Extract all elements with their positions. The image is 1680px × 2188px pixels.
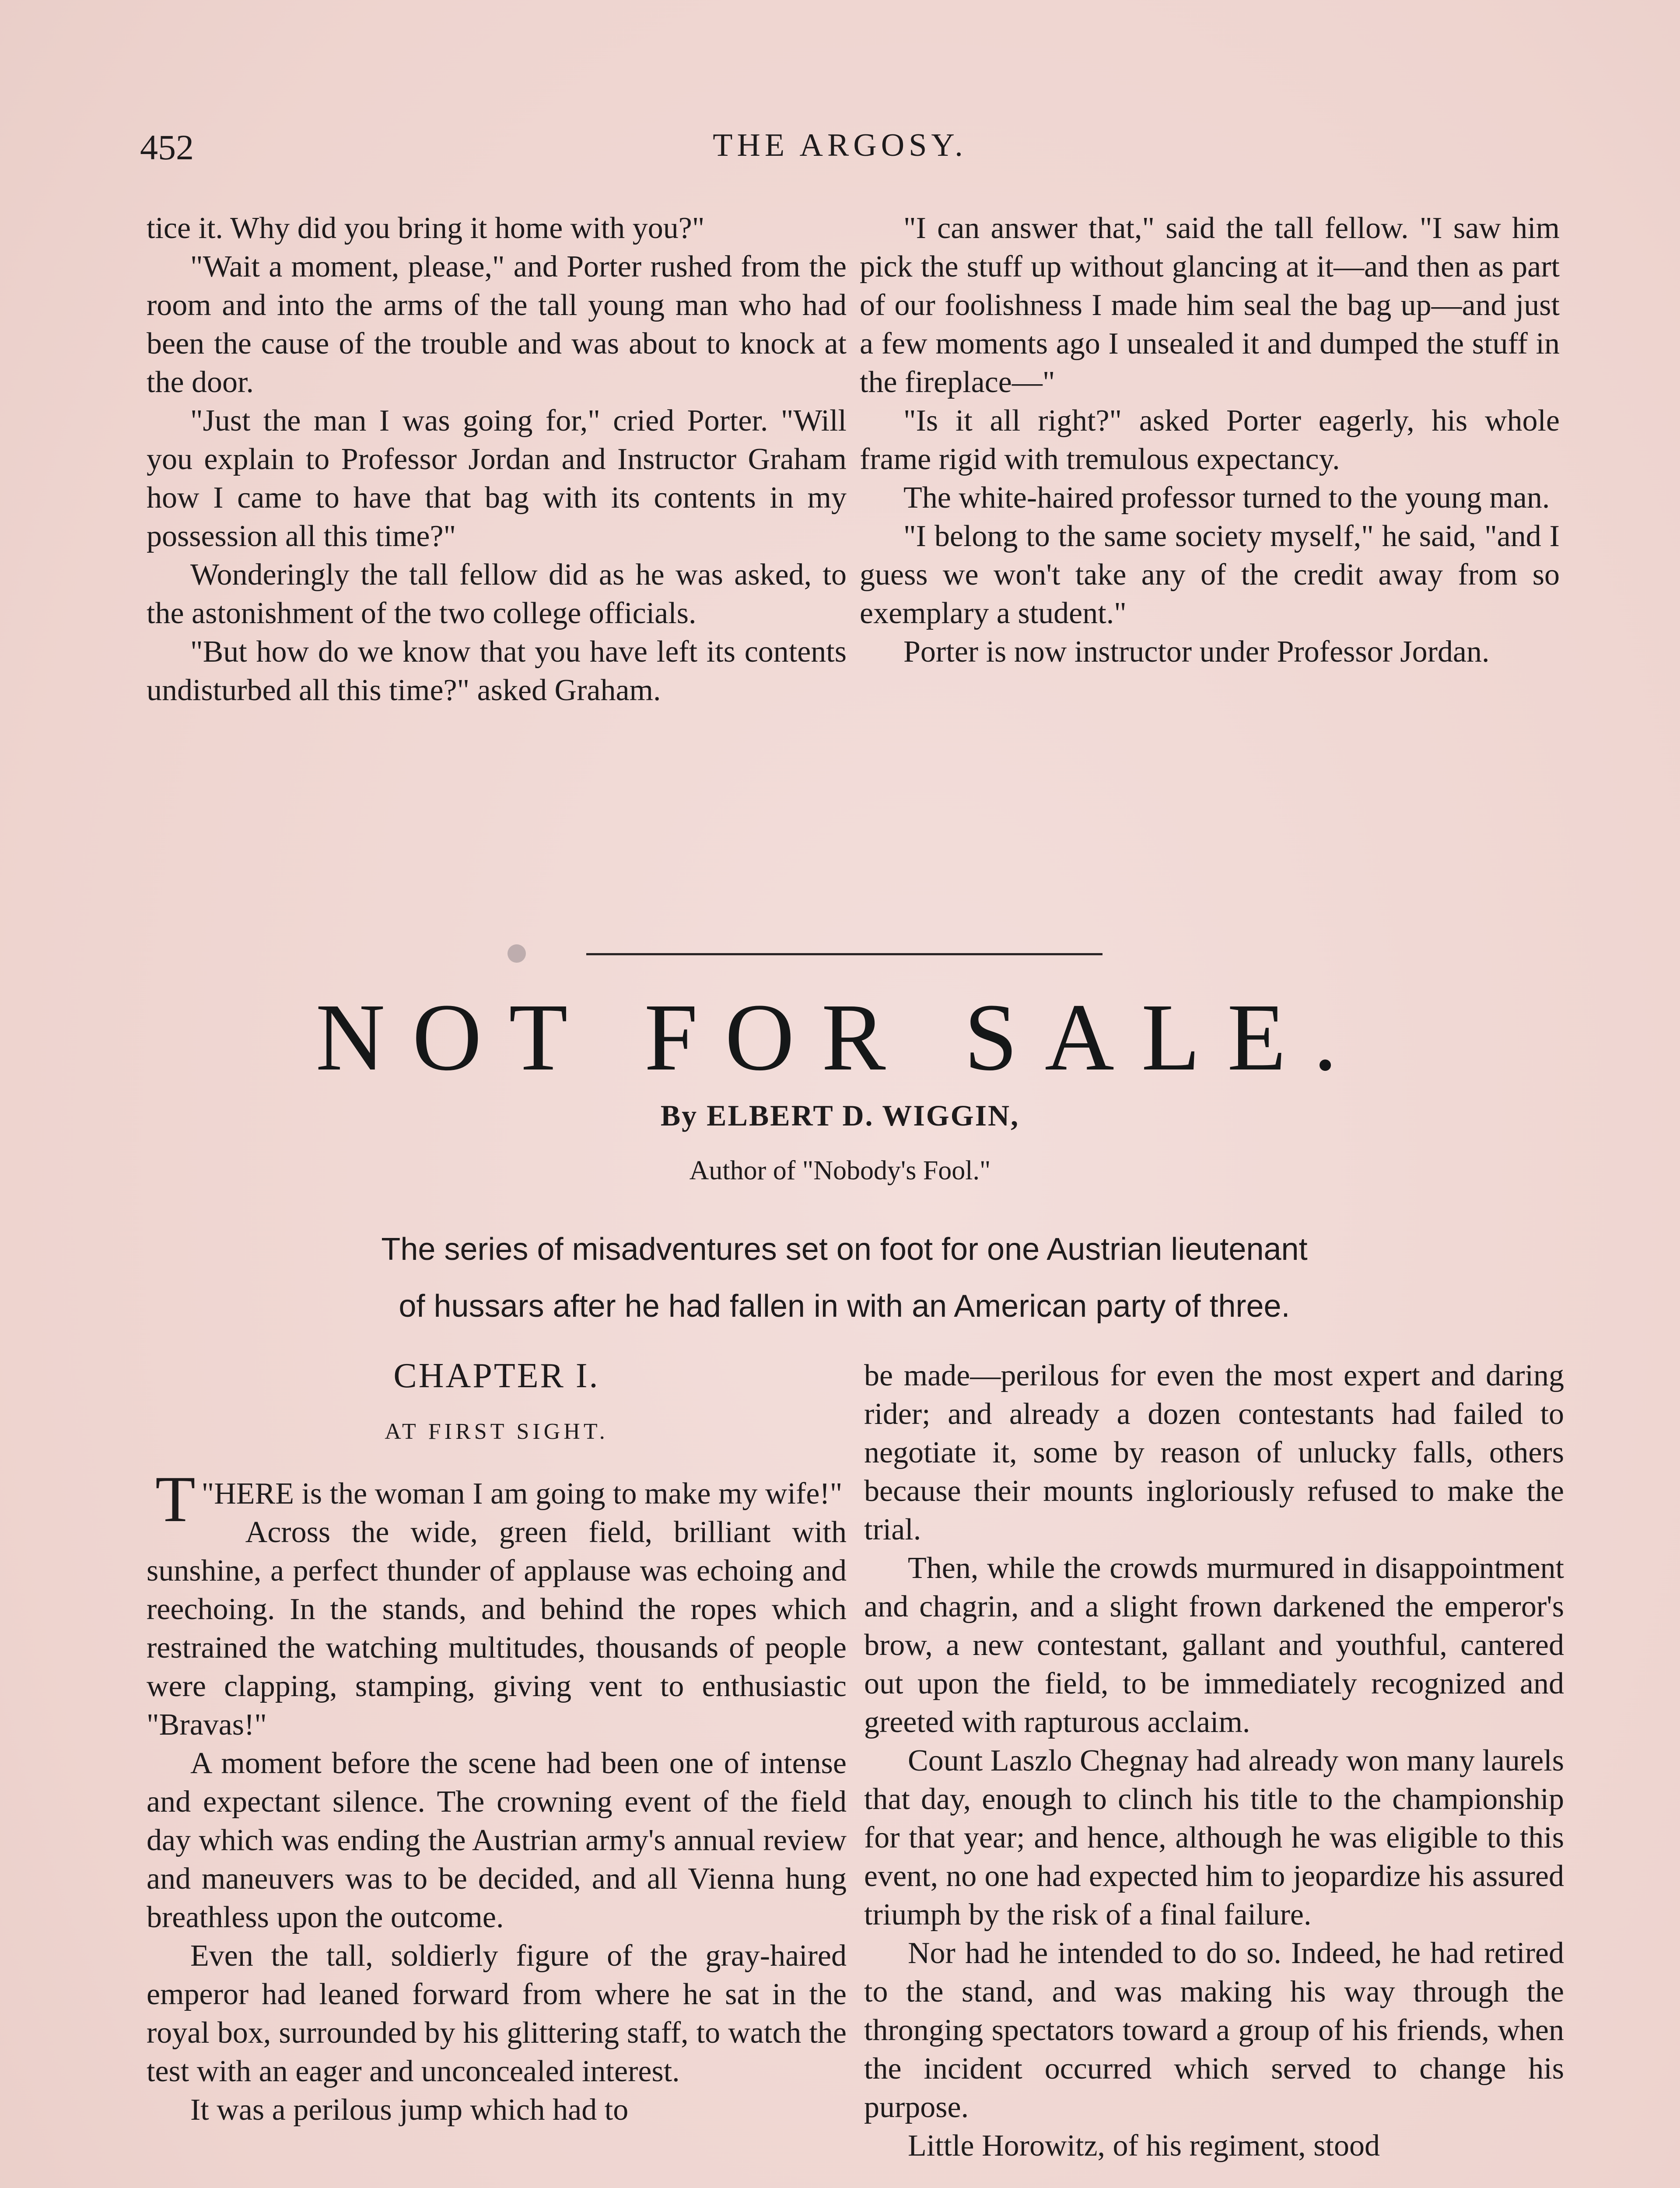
paragraph: Porter is now instructor under Professor Jordan. [903, 635, 1490, 669]
blurb-line: The series of misadventures set on foot for one Austrian lieutenant [381, 1232, 1308, 1267]
ink-blot [508, 944, 526, 963]
blurb-line: of hussars after he had fallen in with an American party of three. [399, 1289, 1290, 1324]
paragraph: Then, while the crowds murmured in disappointment and chagrin, and a slight frown darkened the emperor's brow, a new contestant, gallant and youthful, cantered out upon the field, to be immediately recognized and greeted with rapturous acclaim. [864, 1551, 1564, 1739]
paragraph: Count Laszlo Chegnay had already won many laurels that day, enough to clinch his title to the championship for that year; and hence, although he was eligible to this event, no one had expected him to jeopardize his assured triumph by the risk of a final failure. [864, 1744, 1564, 1932]
running-head [140, 127, 1540, 179]
paragraph: A moment before the scene had been one of intense and expectant silence. The crowning event of the field day which was ending the Austrian army's annual review and maneuvers was to be decided, and all Vienna hung breathless upon the outcome. [147, 1746, 847, 1934]
paragraph: Little Horowitz, of his regiment, stood [908, 2129, 1380, 2163]
page-number: 452 [140, 127, 194, 167]
prev-story-left-column [147, 209, 847, 710]
prev-story-right-column [860, 209, 1560, 671]
opening-paragraph [147, 1463, 847, 1536]
drop-cap: T [155, 1463, 196, 1536]
journal-title: THE ARGOSY. [713, 127, 967, 163]
paragraph: tice it. Why did you bring it home with you?" [147, 211, 705, 245]
paragraph: "I can answer that," said the tall fellow. "I saw him pick the stuff up without glancing at it—and then as part of our foolishness I made him seal the bag up—and just a few moments ago I unsealed it and dumped the stuff in the fireplace—" [860, 211, 1560, 399]
paragraph: "I belong to the same society myself," he said, "and I guess we won't take any of the credit away from so exemplary a student." [860, 519, 1560, 630]
paragraph: "Wait a moment, please," and Porter rushed from the room and into the arms of the tall young man who had been the cause of the trouble and was about to knock at the door. [147, 250, 847, 399]
paragraph: "Just the man I was going for," cried Porter. "Will you explain to Professor Jordan and Instructor Graham how I came to have that bag with its contents in my possession all this time?" [147, 404, 847, 553]
opening-text: HERE is the woman I am going to make my wife!" [214, 1477, 843, 1511]
paragraph: Nor had he intended to do so. Indeed, he had retired to the stand, and was making his way through the thronging spectators toward a group of his friends, when the incident occurred which served to change his purpose. [864, 1936, 1564, 2124]
section-divider [586, 953, 1102, 955]
paragraph: "But how do we know that you have left its contents undisturbed all this time?" asked Graham. [147, 635, 847, 707]
open-quote: " [201, 1477, 214, 1511]
paragraph: Even the tall, soldierly figure of the gray-haired emperor had leaned forward from where he sat in the royal box, surrounded by his glittering staff, to watch the test with an eager and unconcealed interest. [147, 1939, 847, 2088]
story-blurb [341, 1221, 1348, 1335]
paragraph: Across the wide, green field, brilliant with sunshine, a perfect thunder of applause was echoing and reechoing. In the stands, and behind the ropes which restrained the watching multitudes, thousands of people were clapping, stamping, giving vent to enthusiastic "Bravas!" [147, 1515, 847, 1742]
paragraph: It was a perilous jump which had to [190, 2093, 629, 2127]
story-right-column [864, 1357, 1564, 2165]
paragraph: be made—perilous for even the most expert and daring rider; and already a dozen contestants had failed to negotiate it, some by reason of unlucky falls, others because their mounts ingloriously refused to make the trial. [864, 1359, 1564, 1546]
paragraph: Wonderingly the tall fellow did as he was asked, to the astonishment of the two college officials. [147, 558, 847, 630]
paragraph: The white-haired professor turned to the young man. [903, 481, 1550, 515]
chapter-heading: CHAPTER I. [393, 1357, 600, 1395]
story-title: NOT FOR SALE. [315, 984, 1365, 1090]
story-left-column [147, 1357, 847, 2129]
chapter-title: AT FIRST SIGHT. [385, 1419, 609, 1444]
author-credit: Author of "Nobody's Fool." [689, 1156, 991, 1185]
paragraph: "Is it all right?" asked Porter eagerly, his whole frame rigid with tremulous expectancy. [860, 404, 1560, 476]
byline: By ELBERT D. WIGGIN, [660, 1099, 1020, 1132]
